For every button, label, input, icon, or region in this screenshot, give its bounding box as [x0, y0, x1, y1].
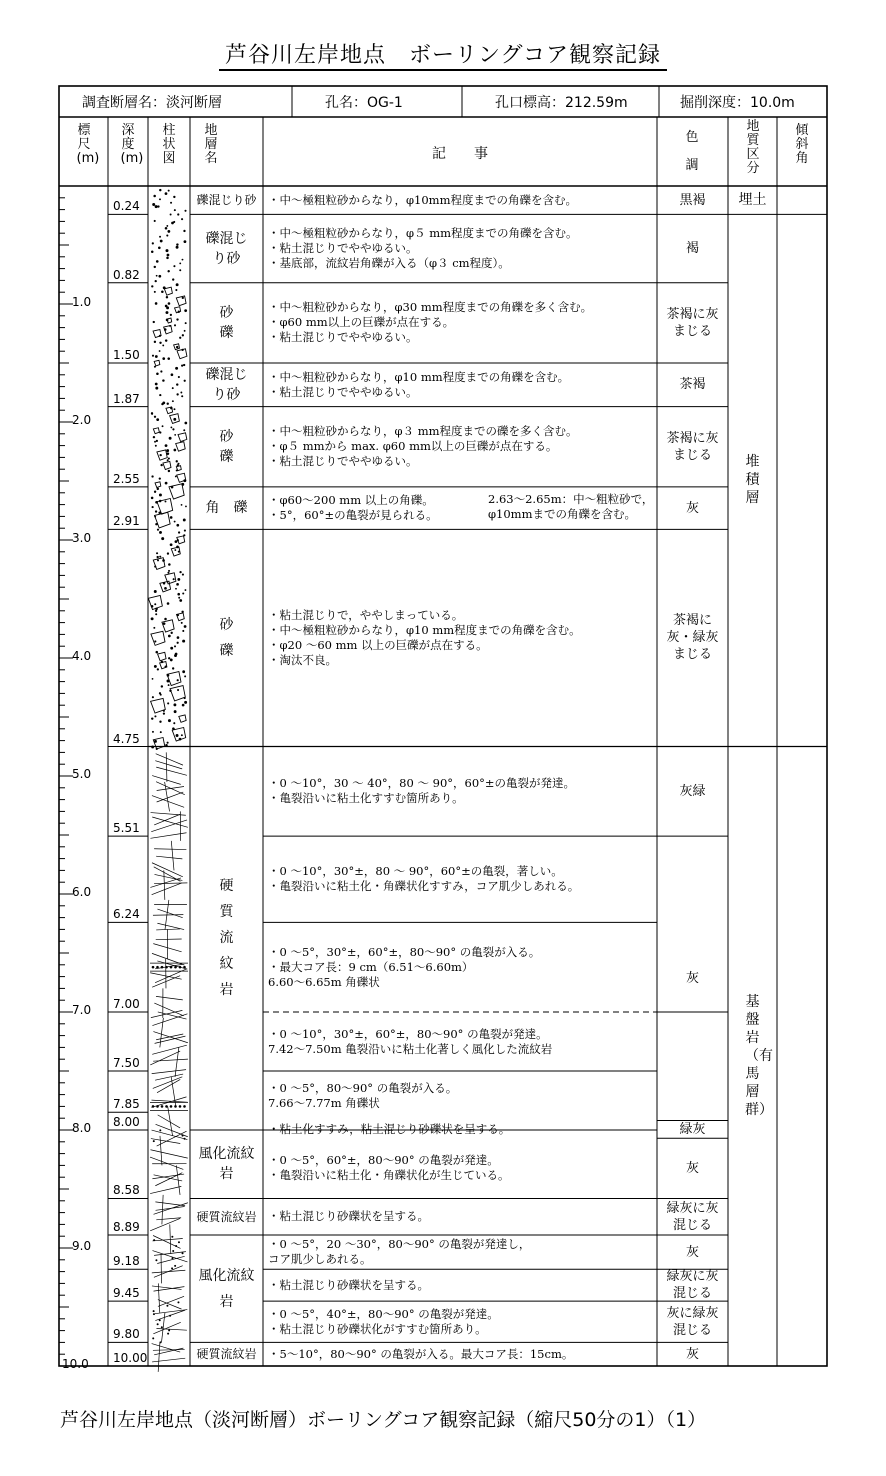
- description-line: 7.42〜7.50m 亀裂沿いに粘土化著しく風化した流紋岩: [268, 1041, 553, 1056]
- color-text: 灰: [685, 1160, 699, 1176]
- depth-label: 5.51: [113, 821, 140, 836]
- description-cell: [268, 529, 654, 746]
- header-description: 記 事: [432, 146, 488, 162]
- description-line: ・亀裂沿いに粘土化すすむ箇所あり。: [268, 791, 464, 806]
- description-line: ・淘汰不良。: [268, 652, 337, 667]
- description-line: ・中〜極粗粒砂からなり，φ10mm程度までの角礫を含む。: [268, 192, 577, 207]
- depth-label: 0.24: [113, 199, 140, 214]
- layer-name: [190, 283, 263, 363]
- color-text: 褐: [685, 241, 699, 257]
- layer-name-text: 礫混じり砂: [196, 193, 257, 208]
- description-line: ・0 〜10°，30 〜 40°，80 〜 90°，60°±の亀裂が発達。: [268, 776, 576, 791]
- header-column: 柱状図: [162, 123, 176, 166]
- color-cell: [657, 1198, 728, 1235]
- layer-name-text: 礫混じり砂: [205, 230, 248, 267]
- scale-label: 9.0: [72, 1239, 92, 1253]
- color-cell: [657, 1269, 728, 1301]
- geology-text: 埋土: [738, 192, 767, 209]
- description-cell: [268, 1198, 654, 1235]
- description-line: ・中〜粗粒砂からなり，φ３ mm程度までの礫を多く含む。: [268, 424, 578, 439]
- description-line: ・0 〜10°，30°±，80 〜 90°，60°±の亀裂，著しい。: [268, 864, 563, 879]
- color-text: 灰に緑灰混じる: [666, 1305, 719, 1338]
- description-line: ・粘土混じり砂礫状化がすすむ箇所あり。: [268, 1321, 487, 1336]
- color-text: 灰緑: [679, 783, 706, 799]
- header-scale: 標尺(m): [76, 123, 100, 166]
- color-cell: [657, 186, 728, 214]
- layer-name-text: 硬質流紋岩: [196, 1347, 257, 1362]
- description-line: ・中〜粗粒砂からなり，φ30 mm程度までの角礫を多く含む。: [268, 300, 593, 315]
- description-cell: [268, 407, 654, 487]
- color-cell: [657, 1138, 728, 1198]
- description-line: 7.66〜7.77m 角礫状: [268, 1095, 380, 1110]
- depth-label: 9.18: [113, 1254, 140, 1269]
- depth-label: 9.45: [113, 1286, 140, 1301]
- description-line: ・亀裂沿いに粘土化・角礫状化が生じている。: [268, 1168, 510, 1183]
- description-line: ・0 〜5°，20 〜30°，80〜90° の亀裂が発達し，: [268, 1237, 531, 1252]
- scale-label: 6.0: [72, 885, 92, 899]
- depth-label: 10.00: [113, 1351, 148, 1365]
- geology-text: 堆積層: [745, 454, 760, 507]
- layer-name-text: 風化流紋岩: [198, 1146, 255, 1183]
- description-cell: [268, 747, 654, 837]
- description-cell: [268, 1138, 654, 1198]
- description-line: ・中〜粗粒砂からなり，φ10 mm程度までの角礫を含む。: [268, 369, 570, 384]
- depth-label: 7.00: [113, 997, 140, 1011]
- header-depth: 深度(m): [120, 123, 144, 166]
- description-cell: [268, 836, 654, 922]
- scale-label: 1.0: [72, 295, 92, 309]
- color-text: 灰: [685, 1244, 699, 1260]
- depth-label: 8.89: [113, 1220, 140, 1235]
- geology-cell: [728, 747, 777, 1367]
- hole-elevation: 孔口標高：212.59m: [495, 95, 628, 111]
- description-cell: [268, 186, 654, 214]
- page-title: 芦谷川左岸地点 ボーリングコア観察記録: [0, 38, 886, 69]
- layer-name-text: 砂礫: [219, 616, 234, 659]
- description-cell: [268, 922, 654, 1012]
- color-cell: [657, 283, 728, 363]
- description-line: ・粘土混じりでややゆるい。: [268, 384, 418, 399]
- scale-label: 8.0: [72, 1121, 92, 1135]
- depth-label: 2.91: [113, 514, 140, 529]
- layer-name: [190, 487, 263, 529]
- description-line: ・中〜極粗粒砂からなり，φ10 mm程度までの角礫を含む。: [268, 622, 581, 637]
- color-cell: [657, 1342, 728, 1366]
- layer-name-text: 硬質流紋岩: [196, 1209, 257, 1224]
- layer-name-text: 礫混じり砂: [205, 366, 248, 403]
- depth-label: 6.24: [113, 907, 140, 922]
- depth-label: 1.87: [113, 391, 140, 406]
- description-line: ・基底部，流紋岩角礫が入る（φ３ cm程度）。: [268, 256, 510, 271]
- description-line: ・粘土混じり砂礫状を呈する。: [268, 1209, 429, 1224]
- color-text: 灰: [685, 1346, 699, 1362]
- description-cell: [268, 283, 654, 363]
- color-text: 茶褐に灰・緑灰まじる: [666, 613, 719, 663]
- color-cell: [657, 487, 728, 529]
- description-line: ・粘土混じりで，ややしまっている。: [268, 607, 464, 622]
- depth-label: 0.82: [113, 267, 140, 282]
- description-line: ・φ60 mm以上の巨礫が点在する。: [268, 315, 455, 330]
- description-line: ・φ20 〜60 mm 以上の巨礫が点在する。: [268, 637, 488, 652]
- color-cell: [657, 1301, 728, 1342]
- description-cell: [268, 1235, 654, 1269]
- description-line: ・粘土化すすみ，粘土混じり砂礫状を呈する。: [268, 1121, 511, 1136]
- hole-name: 孔名：OG-1: [325, 95, 403, 111]
- description-side-note: [488, 492, 653, 522]
- description-line: ・φ５ mmから max. φ60 mm以上の巨礫が点在する。: [268, 439, 558, 454]
- scale-label: 2.0: [72, 413, 92, 427]
- depth-label: 7.85: [113, 1097, 140, 1112]
- depth-label: 8.58: [113, 1183, 140, 1198]
- layer-name: [190, 529, 263, 746]
- depth-label: 1.50: [113, 348, 140, 362]
- description-line: φ10mmまでの角礫を含む。: [488, 506, 636, 521]
- description-line: 6.60〜6.65m 角礫状: [268, 974, 380, 989]
- description-line: ・中〜極粗粒砂からなり，φ５ mm程度までの角礫を含む。: [268, 226, 578, 241]
- color-text: 茶褐に灰まじる: [666, 306, 719, 339]
- description-cell: [268, 1121, 654, 1139]
- color-text: 灰: [685, 970, 699, 986]
- columnar-section: [148, 189, 188, 1372]
- color-text: 緑灰: [679, 1121, 706, 1137]
- description-line: ・粘土混じりでややゆるい。: [268, 330, 418, 345]
- scale-label: 3.0: [72, 531, 92, 545]
- header-dip: 傾斜角: [795, 123, 809, 166]
- layer-name: [190, 1130, 263, 1198]
- layer-name: [190, 186, 263, 214]
- description-cell: [268, 1012, 654, 1071]
- layer-name: [190, 363, 263, 407]
- description-line: ・最大コア長：9 cm（6.51〜6.60m）: [268, 959, 474, 974]
- scale-label: 10.0: [62, 1357, 89, 1371]
- description-line: ・粘土混じりでややゆるい。: [268, 241, 418, 256]
- description-line: ・0 〜5°，30°±，60°±，80〜90° の亀裂が入る。: [268, 944, 541, 959]
- description-line: ・0 〜5°，60°±，80〜90° の亀裂が発達。: [268, 1153, 499, 1168]
- header-color: 色調: [685, 130, 699, 173]
- depth-label: 9.80: [113, 1327, 140, 1342]
- description-line: ・0 〜5°，80〜90° の亀裂が入る。: [268, 1080, 458, 1095]
- color-cell: [657, 1121, 728, 1139]
- geology-text: 基盤岩（有馬層群）: [745, 994, 773, 1119]
- layer-name: [190, 1235, 263, 1342]
- color-cell: [657, 836, 728, 1120]
- description-cell: [268, 1301, 654, 1342]
- description-line: ・0 〜5°，40°±，80〜90° の亀裂が発達。: [268, 1306, 499, 1321]
- geology-cell: [728, 186, 777, 214]
- color-text: 緑灰に灰混じる: [666, 1269, 719, 1302]
- color-text: 茶褐: [679, 377, 706, 393]
- description-cell: [268, 1269, 654, 1301]
- header-geology: 地質区分: [746, 119, 760, 176]
- description-cell: [268, 214, 654, 282]
- scale-label: 4.0: [72, 649, 92, 663]
- color-cell: [657, 214, 728, 282]
- layer-name-text: 砂礫: [219, 428, 234, 465]
- color-text: 灰: [685, 500, 699, 516]
- layer-name-text: 風化流紋岩: [198, 1267, 255, 1310]
- description-cell: [268, 1342, 654, 1366]
- description-line: ・粘土混じり砂礫状を呈する。: [268, 1277, 429, 1292]
- scale-label: 7.0: [72, 1003, 92, 1017]
- depth-label: 4.75: [113, 731, 140, 746]
- layer-name: [190, 1198, 263, 1235]
- geology-cell: [728, 214, 777, 746]
- color-text: 茶褐に灰まじる: [666, 430, 719, 463]
- depth-label: 2.55: [113, 471, 140, 486]
- layer-name: [190, 214, 263, 282]
- color-text: 黒褐: [679, 192, 706, 208]
- description-cell: [268, 363, 654, 407]
- scale-label: 5.0: [72, 767, 92, 781]
- description-cell: [268, 1071, 654, 1121]
- drilling-depth: 掘削深度：10.0m: [680, 95, 795, 111]
- fault-name: 調査断層名：淡河断層: [82, 95, 222, 111]
- color-text: 緑灰に灰混じる: [666, 1200, 719, 1233]
- description-line: コア肌少しあれる。: [268, 1252, 372, 1267]
- description-line: ・粘土混じりでややゆるい。: [268, 454, 418, 469]
- description-line: 2.63〜2.65m：中〜粗粒砂で，: [488, 491, 654, 506]
- layer-name: [190, 747, 263, 1131]
- description-line: ・φ60〜200 mm 以上の角礫。: [268, 493, 434, 508]
- color-cell: [657, 407, 728, 487]
- description-line: ・0 〜10°，30°±，60°±，80〜90° の亀裂が発達。: [268, 1026, 548, 1041]
- layer-name: [190, 1342, 263, 1366]
- depth-label: 7.50: [113, 1056, 140, 1070]
- layer-name-text: 硬質流紋岩: [219, 878, 234, 999]
- description-line: ・亀裂沿いに粘土化・角礫状化すすみ，コア肌少しあれる。: [268, 879, 580, 894]
- color-cell: [657, 363, 728, 407]
- color-cell: [657, 529, 728, 746]
- layer-name-text: 砂礫: [219, 304, 234, 341]
- layer-name: [190, 407, 263, 487]
- color-cell: [657, 1235, 728, 1269]
- description-line: ・5〜10°，80〜90° の亀裂が入る。最大コア長：15cm。: [268, 1346, 574, 1361]
- color-cell: [657, 747, 728, 837]
- layer-name-text: 角 礫: [205, 500, 248, 517]
- header-layer: 地層名: [204, 123, 218, 166]
- description-line: ・5°，60°±の亀裂が見られる。: [268, 508, 438, 523]
- depth-label: 8.00: [113, 1115, 140, 1129]
- figure-caption: 芦谷川左岸地点（淡河断層）ボーリングコア観察記録（縮尺50分の1）（1）: [60, 1409, 707, 1431]
